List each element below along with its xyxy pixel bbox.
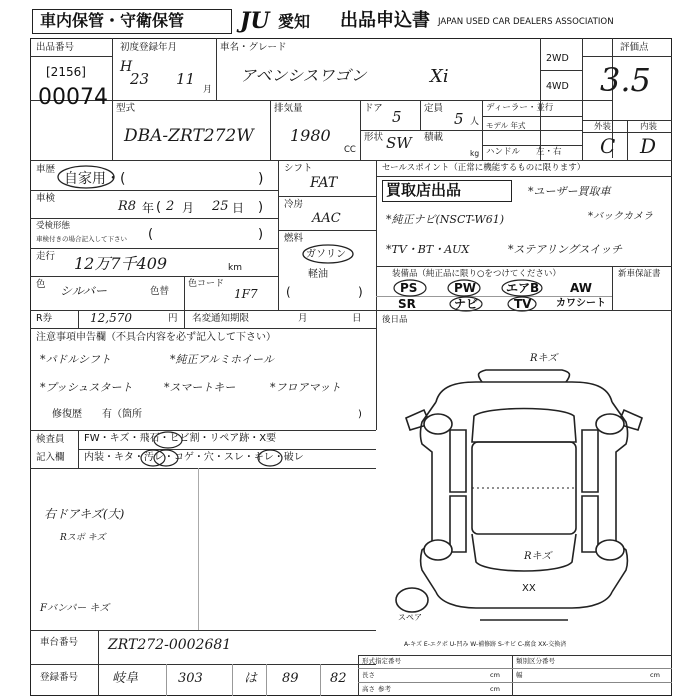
- car-diagram: [376, 312, 672, 632]
- form-title: 出品申込書: [340, 10, 430, 31]
- cc-unit: CC: [344, 145, 356, 155]
- inspection-close: ): [258, 200, 264, 215]
- type-label: 型式: [116, 103, 136, 114]
- handle-label: ハンドル: [486, 147, 521, 157]
- inspector-row-2: 内装・キタ・汚レ・コゲ・穴・スレ・キレ・破レ: [84, 452, 304, 463]
- load-label: 積載: [424, 132, 444, 143]
- diagram-mark-xx: XX: [522, 583, 536, 594]
- inspection-era: R8: [118, 199, 137, 214]
- sales-label: セールスポイント（正常に機能するものに限ります）: [382, 163, 586, 173]
- equip-airbag: エアB: [506, 281, 540, 295]
- damage-legend: A-キズ E-エクボ U-凹み W-補修跡 S-サビ C-腐食 XX-交換済: [404, 641, 567, 648]
- shift-label: シフト: [284, 163, 313, 174]
- sales-item-steering: *ステアリングスイッチ: [508, 243, 623, 256]
- lot-sub-number: [2156]: [46, 65, 86, 79]
- lot-number: 00074: [38, 85, 108, 110]
- equipment-label: 装備品（純正品に限り○をつけてください）: [392, 269, 561, 279]
- door-label: ドア: [364, 103, 383, 114]
- inspection-year-unit: 年: [142, 201, 155, 215]
- repair-close: ): [358, 409, 362, 420]
- displacement-label: 排気量: [274, 103, 303, 114]
- notes-item-smart-key: *スマートキー: [164, 381, 236, 394]
- inspection-month-unit: 月: [182, 201, 195, 215]
- shift-value: FAT: [310, 175, 338, 191]
- notes-label: 注意事項申告欄（不具合内容を必ず記入して下さい）: [36, 332, 276, 343]
- reception-note: 車検付きの場合記入して下さい: [36, 235, 127, 243]
- cm-unit-3: cm: [490, 685, 500, 693]
- chassis-value: ZRT272-0002681: [108, 637, 232, 653]
- history-close: ): [258, 171, 264, 187]
- plate-number: 303: [178, 671, 203, 686]
- sales-item-navi: *純正ナビ(NSCT-W61): [386, 213, 504, 226]
- type-value: DBA-ZRT272W: [124, 126, 254, 146]
- capacity-value: 5: [454, 110, 464, 128]
- rating-label: 評価点: [620, 42, 649, 53]
- recycle-label: R券: [36, 313, 53, 324]
- displacement-value: 1980: [290, 126, 331, 145]
- fuel-paren-r: ): [358, 285, 363, 299]
- equip-seat: カワシート: [556, 298, 606, 309]
- storage-title: 車内保管・守衛保管: [40, 11, 185, 30]
- equip-sr: SR: [398, 297, 416, 311]
- association-name: JAPAN USED CAR DEALERS ASSOCIATION: [438, 17, 614, 27]
- equip-pw: PW: [454, 281, 477, 295]
- model-grade: Xi: [430, 66, 449, 87]
- dealer-label: ディーラー・並行: [486, 103, 554, 113]
- recycle-day: 日: [352, 313, 362, 324]
- plate-digits-1: 89: [282, 671, 299, 686]
- color-code-label: 色コード: [188, 279, 225, 289]
- equip-aw: AW: [570, 281, 592, 295]
- recycle-yen: 円: [168, 313, 178, 324]
- capacity-label: 定員: [424, 103, 444, 114]
- lot-label: 出品番号: [36, 42, 75, 53]
- mileage-unit: km: [228, 263, 242, 273]
- interior-label: 内装: [640, 122, 658, 132]
- equip-ps: PS: [400, 281, 418, 295]
- drive-2wd: 2WD: [546, 53, 569, 64]
- notes-item-push-start: *プッシュスタート: [40, 381, 133, 394]
- chassis-label: 車台番号: [40, 637, 79, 648]
- sales-item-tv: *TV・BT・AUX: [386, 243, 470, 256]
- cm-unit-2: cm: [650, 671, 660, 679]
- sales-item-camera: *バックカメラ: [588, 211, 653, 222]
- reception-open: (: [148, 227, 154, 242]
- reception-label: 受検形態: [36, 221, 71, 231]
- height-label: 高さ: [362, 685, 375, 693]
- equipment-circles: [376, 266, 616, 310]
- inspection-open: (: [156, 200, 162, 215]
- remark-line-3: Fバンパー キズ: [40, 603, 110, 614]
- registration-label: 初度登録年月: [120, 42, 178, 53]
- registration-month: 11: [176, 70, 196, 88]
- sales-item-buyback: *ユーザー買取車: [528, 185, 611, 198]
- classification-label: 類別区分番号: [516, 657, 555, 665]
- interior-grade: D: [640, 134, 657, 158]
- capacity-unit: 人: [470, 117, 480, 127]
- notes-item-alloy: *純正アルミホイール: [170, 353, 274, 366]
- plate-label: 登録番号: [40, 672, 79, 683]
- color-label: 色: [36, 279, 46, 290]
- repair-history: 修復歴 有（箇所: [52, 409, 142, 420]
- fuel-gas-circle: [302, 244, 354, 264]
- history-label: 車歴: [36, 164, 56, 175]
- inspector-label-2: 記入欄: [36, 452, 65, 463]
- org-name: 愛知: [278, 12, 311, 31]
- history-circle: [56, 164, 116, 190]
- recycle-amount: 12,570: [90, 311, 132, 325]
- color-code-value: 1F7: [234, 287, 258, 301]
- history-value: 自家用・(: [64, 171, 126, 187]
- fuel-diesel: 軽油: [308, 269, 328, 280]
- fuel-paren-l: (: [286, 285, 291, 299]
- inspection-month: 2: [166, 199, 175, 214]
- reception-close: ): [258, 227, 264, 242]
- door-value: 5: [392, 108, 402, 126]
- registration-era: H: [120, 59, 133, 75]
- inspection-day-unit: 日: [232, 201, 245, 215]
- ju-logo: JU: [240, 8, 270, 34]
- plate-city: 岐阜: [112, 671, 139, 686]
- model-name: アベンシスワゴン: [240, 66, 367, 85]
- inspector-label-1: 検査員: [36, 434, 65, 445]
- diagram-mark-top: Rキズ: [530, 353, 558, 364]
- inspector-circles: [78, 430, 378, 470]
- recycle-expiry-label: 名変通知期限: [192, 313, 250, 324]
- fuel-gas: ガソリン: [306, 249, 346, 260]
- shape-value: SW: [386, 134, 412, 152]
- plate-kana: は: [244, 671, 258, 686]
- model-label: 車名・グレード: [220, 42, 287, 53]
- drive-4wd: 4WD: [546, 81, 569, 92]
- cooler-value: AAC: [312, 211, 341, 226]
- shape-label: 形状: [364, 132, 384, 143]
- warranty-label: 新車保証書: [618, 269, 661, 279]
- sales-stamp: 買取店出品: [386, 181, 462, 199]
- exterior-grade: C: [600, 134, 616, 158]
- model-year-label: モデル 年式: [486, 121, 526, 130]
- diagram-mark-bottom: Rキズ: [524, 551, 552, 562]
- diagram-label: 後日品: [382, 315, 408, 325]
- notes-item-floor-mat: *フロアマット: [270, 381, 342, 394]
- width-label: 幅: [516, 671, 523, 679]
- remark-line-2: Rスポ キズ: [60, 533, 106, 543]
- type-designation-label: 形式指定番号: [362, 657, 401, 665]
- handle-value: 左・右: [536, 147, 562, 157]
- rating-score: 3.5: [600, 61, 651, 99]
- color-change-label: 色替: [150, 286, 170, 297]
- equip-tv: TV: [514, 297, 532, 311]
- plate-digits-2: 82: [330, 671, 347, 686]
- recycle-month: 月: [298, 313, 308, 324]
- color-value: シルバー: [60, 284, 107, 298]
- fuel-label: 燃料: [284, 233, 304, 244]
- inspector-row-1: FW・キズ・飛石・ヒビ割・リペア跡・X要: [84, 433, 277, 444]
- mileage-value: 12万7千409: [74, 254, 168, 273]
- length-label: 長さ: [362, 671, 375, 679]
- cm-unit-1: cm: [490, 671, 500, 679]
- exterior-label: 外装: [594, 122, 612, 132]
- inspection-label: 車検: [36, 193, 56, 204]
- remark-line-1: 右ドアキズ(大): [44, 507, 125, 521]
- registration-month-unit: 月: [203, 85, 213, 95]
- cooler-label: 冷房: [284, 199, 304, 210]
- kg-unit: kg: [470, 149, 480, 158]
- mileage-label: 走行: [36, 251, 56, 262]
- inspection-day: 25: [212, 199, 229, 214]
- registration-year: 23: [130, 70, 150, 88]
- spare-label: スペア: [398, 613, 422, 622]
- notes-item-paddle: *パドルシフト: [40, 353, 112, 366]
- equip-navi: ナビ: [454, 297, 479, 311]
- reference-label: 参考: [378, 685, 391, 693]
